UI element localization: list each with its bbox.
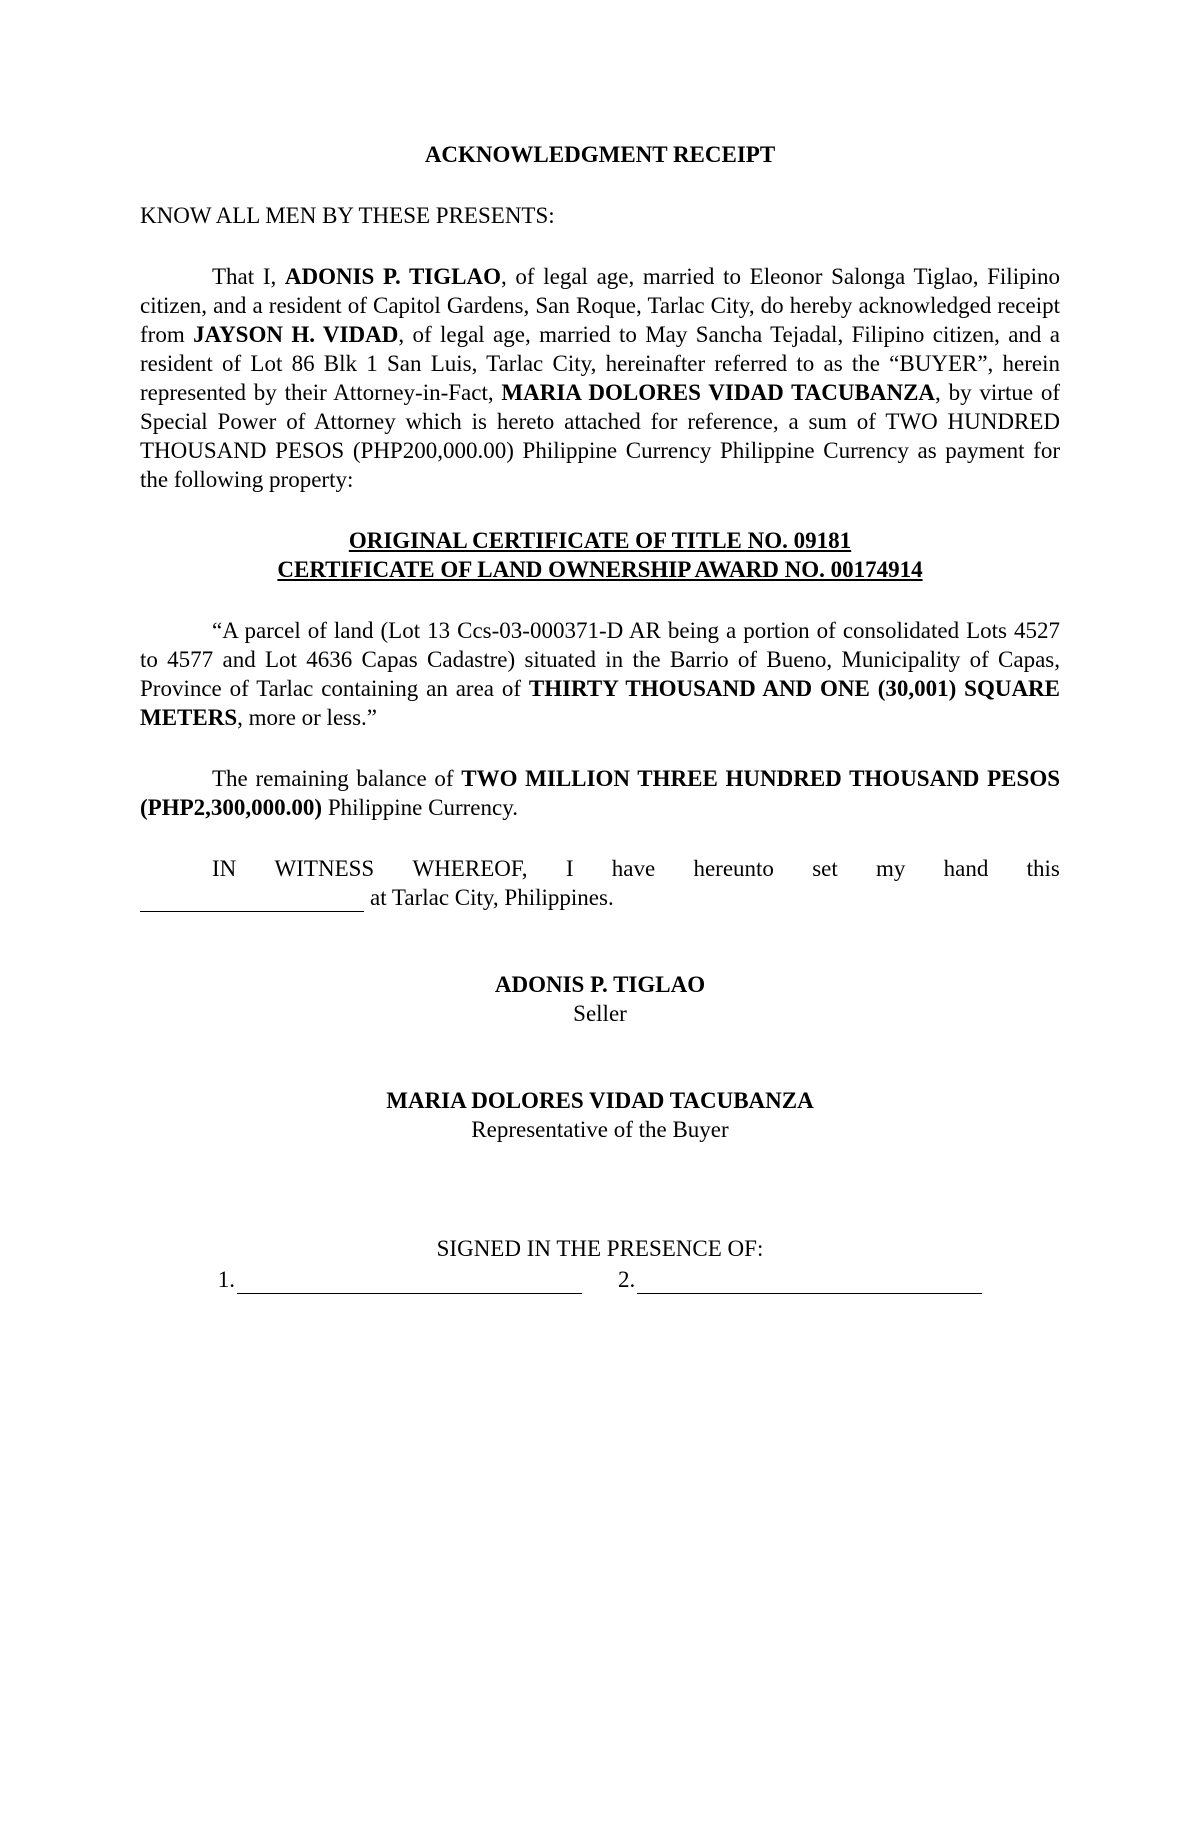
witness-word: IN [212, 856, 237, 881]
document-title: ACKNOWLEDGMENT RECEIPT [424, 142, 776, 167]
date-blank-line[interactable] [140, 889, 364, 912]
balance-amount: TWO MILLION THREE HUNDRED THOUSAND PESOS (PHP2,300,000.00) [140, 766, 1060, 820]
witness-1-slot [218, 1265, 582, 1294]
property-area: THIRTY THOUSAND AND ONE (30,001) SQUARE METERS [140, 676, 1061, 730]
buyer-name-inline: JAYSON H. VIDAD [193, 322, 399, 347]
witness-2-signature-line[interactable] [637, 1271, 982, 1294]
intro-text-4: , by virtue of Special Power of Attorney which is hereto attached for reference, a sum of TWO HUNDRED THOUSAND PESOS (PHP200,000.00) Philippine Currency Philippine Currency as payment for the following property: [140, 380, 1061, 492]
presence-heading: SIGNED IN THE PRESENCE OF: [436, 1236, 764, 1261]
witness-signature-row [140, 1265, 1060, 1294]
seller-signature-role: Seller [573, 1001, 627, 1026]
intro-paragraph [140, 262, 1060, 494]
witness-clause [140, 854, 1060, 912]
witness-clause-line-1 [140, 854, 1060, 883]
witness-word: WITNESS [274, 856, 375, 881]
certificate-award-line: CERTIFICATE OF LAND OWNERSHIP AWARD NO. 00174914 [277, 557, 923, 582]
property-text-1: “A parcel of land (Lot 13 Ccs-03-000371-D AR being a portion of consolidated Lots 4527 to 4577 and Lot 4636 Capas Cadastre) situated in the Barrio of Bueno, Municipality of Capas, Province of Tarlac containing an area of [140, 618, 1060, 701]
witness-word: I [565, 856, 574, 881]
witnesses-section [140, 1234, 1060, 1294]
balance-text-2: Philippine Currency. [322, 795, 518, 820]
witness-word: WHEREOF, [412, 856, 528, 881]
seller-signature-name: ADONIS P. TIGLAO [494, 972, 706, 997]
witness-word: hereunto [693, 856, 774, 881]
attorney-name-inline: MARIA DOLORES VIDAD TACUBANZA [501, 380, 936, 405]
intro-text-2: , of legal age, married to Eleonor Salonga Tiglao, Filipino citizen, and a resident of Capitol Gardens, San Roque, Tarlac City, do hereby acknowledged receipt from [140, 264, 1060, 347]
balance-paragraph [140, 764, 1060, 822]
witness-word: my [876, 856, 906, 881]
certificate-title-line: ORIGINAL CERTIFICATE OF TITLE NO. 09181 [348, 528, 852, 553]
witness-place-text: at Tarlac City, Philippines. [370, 885, 614, 910]
document-page [140, 140, 1060, 1294]
seller-name-inline: ADONIS P. TIGLAO [284, 264, 501, 289]
witness-2-label: 2. [618, 1267, 636, 1292]
seller-signature-block [140, 970, 1060, 1028]
intro-text-3: , of legal age, married to May Sancha Tejadal, Filipino citizen, and a resident of Lot 86 Blk 1 San Luis, Tarlac City, hereinafter referred to as the “BUYER”, herein represented by their Attorney-in-Fact, [140, 322, 1060, 405]
witness-2-slot [618, 1265, 982, 1294]
witness-1-label: 1. [217, 1267, 235, 1292]
property-text-2: , more or less.” [237, 705, 378, 730]
witness-1-signature-line[interactable] [237, 1271, 582, 1294]
witness-clause-line-2 [140, 883, 1060, 912]
preamble: KNOW ALL MEN BY THESE PRESENTS: [140, 203, 555, 228]
representative-signature-name: MARIA DOLORES VIDAD TACUBANZA [386, 1088, 814, 1113]
intro-text-1: That I, [212, 264, 285, 289]
representative-signature-block [140, 1086, 1060, 1144]
property-description [140, 616, 1060, 732]
witness-word: have [611, 856, 656, 881]
representative-signature-role: Representative of the Buyer [471, 1117, 729, 1142]
witness-word: this [1026, 856, 1060, 881]
witness-word: hand [943, 856, 989, 881]
witness-word: set [812, 856, 838, 881]
balance-text-1: The remaining balance of [212, 766, 462, 791]
